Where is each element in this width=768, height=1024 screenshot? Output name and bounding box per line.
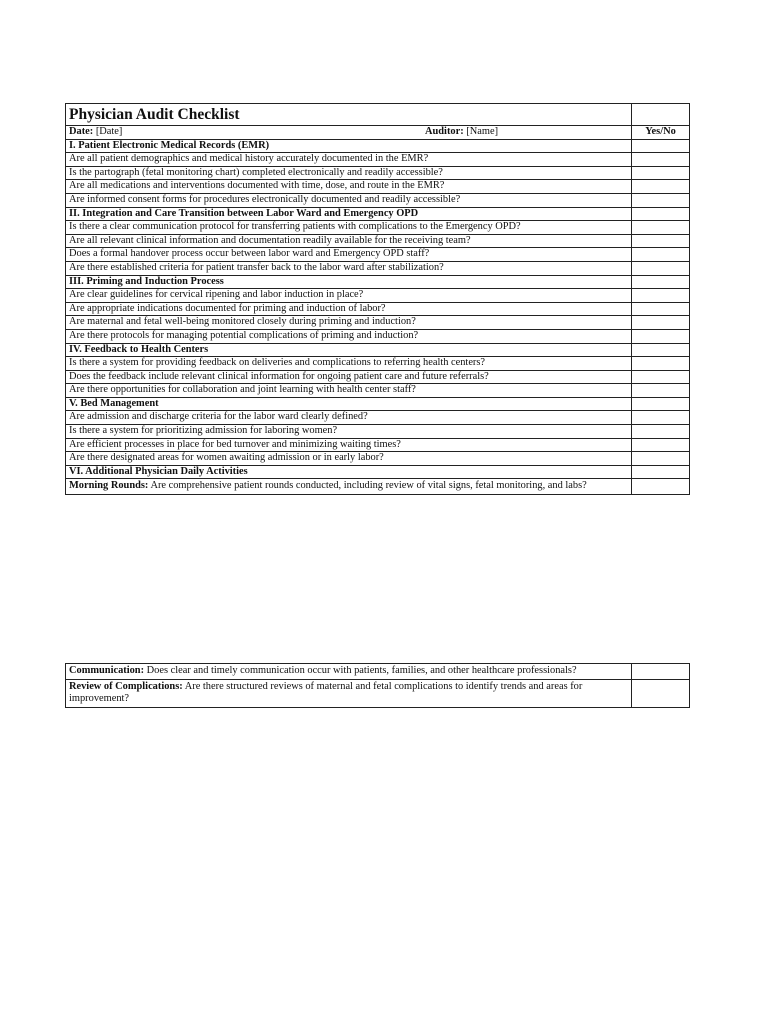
section-header [66, 465, 690, 479]
activity-row-text [66, 479, 632, 495]
answer-cell[interactable] [632, 104, 690, 126]
question-row [66, 248, 690, 262]
answer-cell[interactable] [632, 275, 690, 289]
question-row [66, 384, 690, 398]
answer-cell[interactable] [632, 425, 690, 439]
answer-cell[interactable] [632, 343, 690, 357]
answer-cell[interactable] [632, 479, 690, 495]
question-row [66, 193, 690, 207]
question-row-text: Are maternal and fetal well-being monitored closely during priming and induction? [66, 316, 632, 330]
activity-row [66, 479, 690, 495]
question-row-text: Is there a system for prioritizing admission for laboring women? [66, 425, 632, 439]
page-title: Physician Audit Checklist [66, 104, 632, 126]
date-label: Date: [69, 126, 94, 137]
answer-cell[interactable] [632, 384, 690, 398]
question-row [66, 302, 690, 316]
question-row-text: Are there established criteria for patient transfer back to the labor ward after stabilization? [66, 261, 632, 275]
section-header-text: V. Bed Management [66, 397, 632, 411]
answer-cell[interactable] [632, 679, 690, 707]
audit-checklist-table [65, 103, 690, 495]
activity-row-text [66, 664, 632, 680]
question-row [66, 234, 690, 248]
question-row-text: Are all patient demographics and medical history accurately documented in the EMR? [66, 153, 632, 167]
question-row [66, 425, 690, 439]
auditor-label: Auditor: [425, 126, 464, 137]
section-header [66, 275, 690, 289]
auditor-value[interactable]: [Name] [466, 126, 499, 137]
section-header-text: II. Integration and Care Transition between Labor Ward and Emergency OPD [66, 207, 632, 221]
question-row-text: Are efficient processes in place for bed turnover and minimizing waiting times? [66, 438, 632, 452]
answer-cell[interactable] [632, 664, 690, 680]
question-row [66, 357, 690, 371]
title-row [66, 104, 690, 126]
answer-cell[interactable] [632, 316, 690, 330]
answer-cell[interactable] [632, 289, 690, 303]
question-row [66, 166, 690, 180]
activity-label: Review of Complications: [69, 680, 183, 692]
section-header-text: IV. Feedback to Health Centers [66, 343, 632, 357]
question-row [66, 438, 690, 452]
answer-cell[interactable] [632, 357, 690, 371]
answer-cell[interactable] [632, 166, 690, 180]
question-row [66, 289, 690, 303]
question-row [66, 180, 690, 194]
question-row-text: Is there a system for providing feedback on deliveries and complications to referring health centers? [66, 357, 632, 371]
question-row [66, 261, 690, 275]
activity-text: Does clear and timely communication occur with patients, families, and other healthcare professionals? [146, 665, 577, 676]
question-row-text: Are appropriate indications documented for priming and induction of labor? [66, 302, 632, 316]
date-auditor-cell [66, 126, 632, 140]
answer-cell[interactable] [632, 139, 690, 153]
question-row [66, 221, 690, 235]
answer-cell[interactable] [632, 234, 690, 248]
question-row-text: Are there designated areas for women awaiting admission or in early labor? [66, 452, 632, 466]
answer-cell[interactable] [632, 452, 690, 466]
yes-no-header: Yes/No [632, 126, 690, 140]
question-row-text: Are all medications and interventions documented with time, dose, and route in the EMR? [66, 180, 632, 194]
header-row [66, 126, 690, 140]
answer-cell[interactable] [632, 153, 690, 167]
question-row-text: Are clear guidelines for cervical ripening and labor induction in place? [66, 289, 632, 303]
section-header [66, 397, 690, 411]
answer-cell[interactable] [632, 221, 690, 235]
question-row-text: Is the partograph (fetal monitoring chart) completed electronically and readily accessible? [66, 166, 632, 180]
auditor-field [425, 126, 498, 139]
activity-text: Are comprehensive patient rounds conducted, including review of vital signs, fetal monitoring, and labs? [150, 480, 587, 492]
section-header-text: I. Patient Electronic Medical Records (EMR) [66, 139, 632, 153]
section-header [66, 207, 690, 221]
answer-cell[interactable] [632, 438, 690, 452]
activity-row-text [66, 679, 632, 707]
question-row [66, 370, 690, 384]
answer-cell[interactable] [632, 370, 690, 384]
date-value[interactable]: [Date] [95, 126, 123, 137]
answer-cell[interactable] [632, 465, 690, 479]
activity-row [66, 679, 690, 707]
question-row-text: Are all relevant clinical information and documentation readily available for the receiving team? [66, 234, 632, 248]
answer-cell[interactable] [632, 302, 690, 316]
question-row-text: Does the feedback include relevant clinical information for ongoing patient care and future referrals? [66, 370, 632, 384]
section-header [66, 139, 690, 153]
question-row-text: Does a formal handover process occur between labor ward and Emergency OPD staff? [66, 248, 632, 262]
question-row-text: Are there protocols for managing potential complications of priming and induction? [66, 329, 632, 343]
activity-row [66, 664, 690, 680]
answer-cell[interactable] [632, 329, 690, 343]
answer-cell[interactable] [632, 193, 690, 207]
answer-cell[interactable] [632, 261, 690, 275]
section-header-text: III. Priming and Induction Process [66, 275, 632, 289]
activity-label: Communication: [69, 665, 145, 676]
question-row-text: Are there opportunities for collaboration and joint learning with health center staff? [66, 384, 632, 398]
activity-text: Are there structured reviews of maternal and fetal complications to identify trends and areas for improvement? [69, 680, 583, 705]
question-row-text: Is there a clear communication protocol for transferring patients with complications to the Emergency OPD? [66, 221, 632, 235]
answer-cell[interactable] [632, 207, 690, 221]
section-header-text: VI. Additional Physician Daily Activities [66, 465, 632, 479]
section-header [66, 343, 690, 357]
question-row [66, 411, 690, 425]
answer-cell[interactable] [632, 248, 690, 262]
question-row-text: Are admission and discharge criteria for the labor ward clearly defined? [66, 411, 632, 425]
answer-cell[interactable] [632, 180, 690, 194]
answer-cell[interactable] [632, 397, 690, 411]
question-row [66, 452, 690, 466]
question-row [66, 153, 690, 167]
activity-label: Morning Rounds: [69, 480, 149, 492]
question-row [66, 329, 690, 343]
continued-checklist-table [65, 663, 690, 708]
answer-cell[interactable] [632, 411, 690, 425]
question-row-text: Are informed consent forms for procedures electronically documented and readily accessible? [66, 193, 632, 207]
question-row [66, 316, 690, 330]
